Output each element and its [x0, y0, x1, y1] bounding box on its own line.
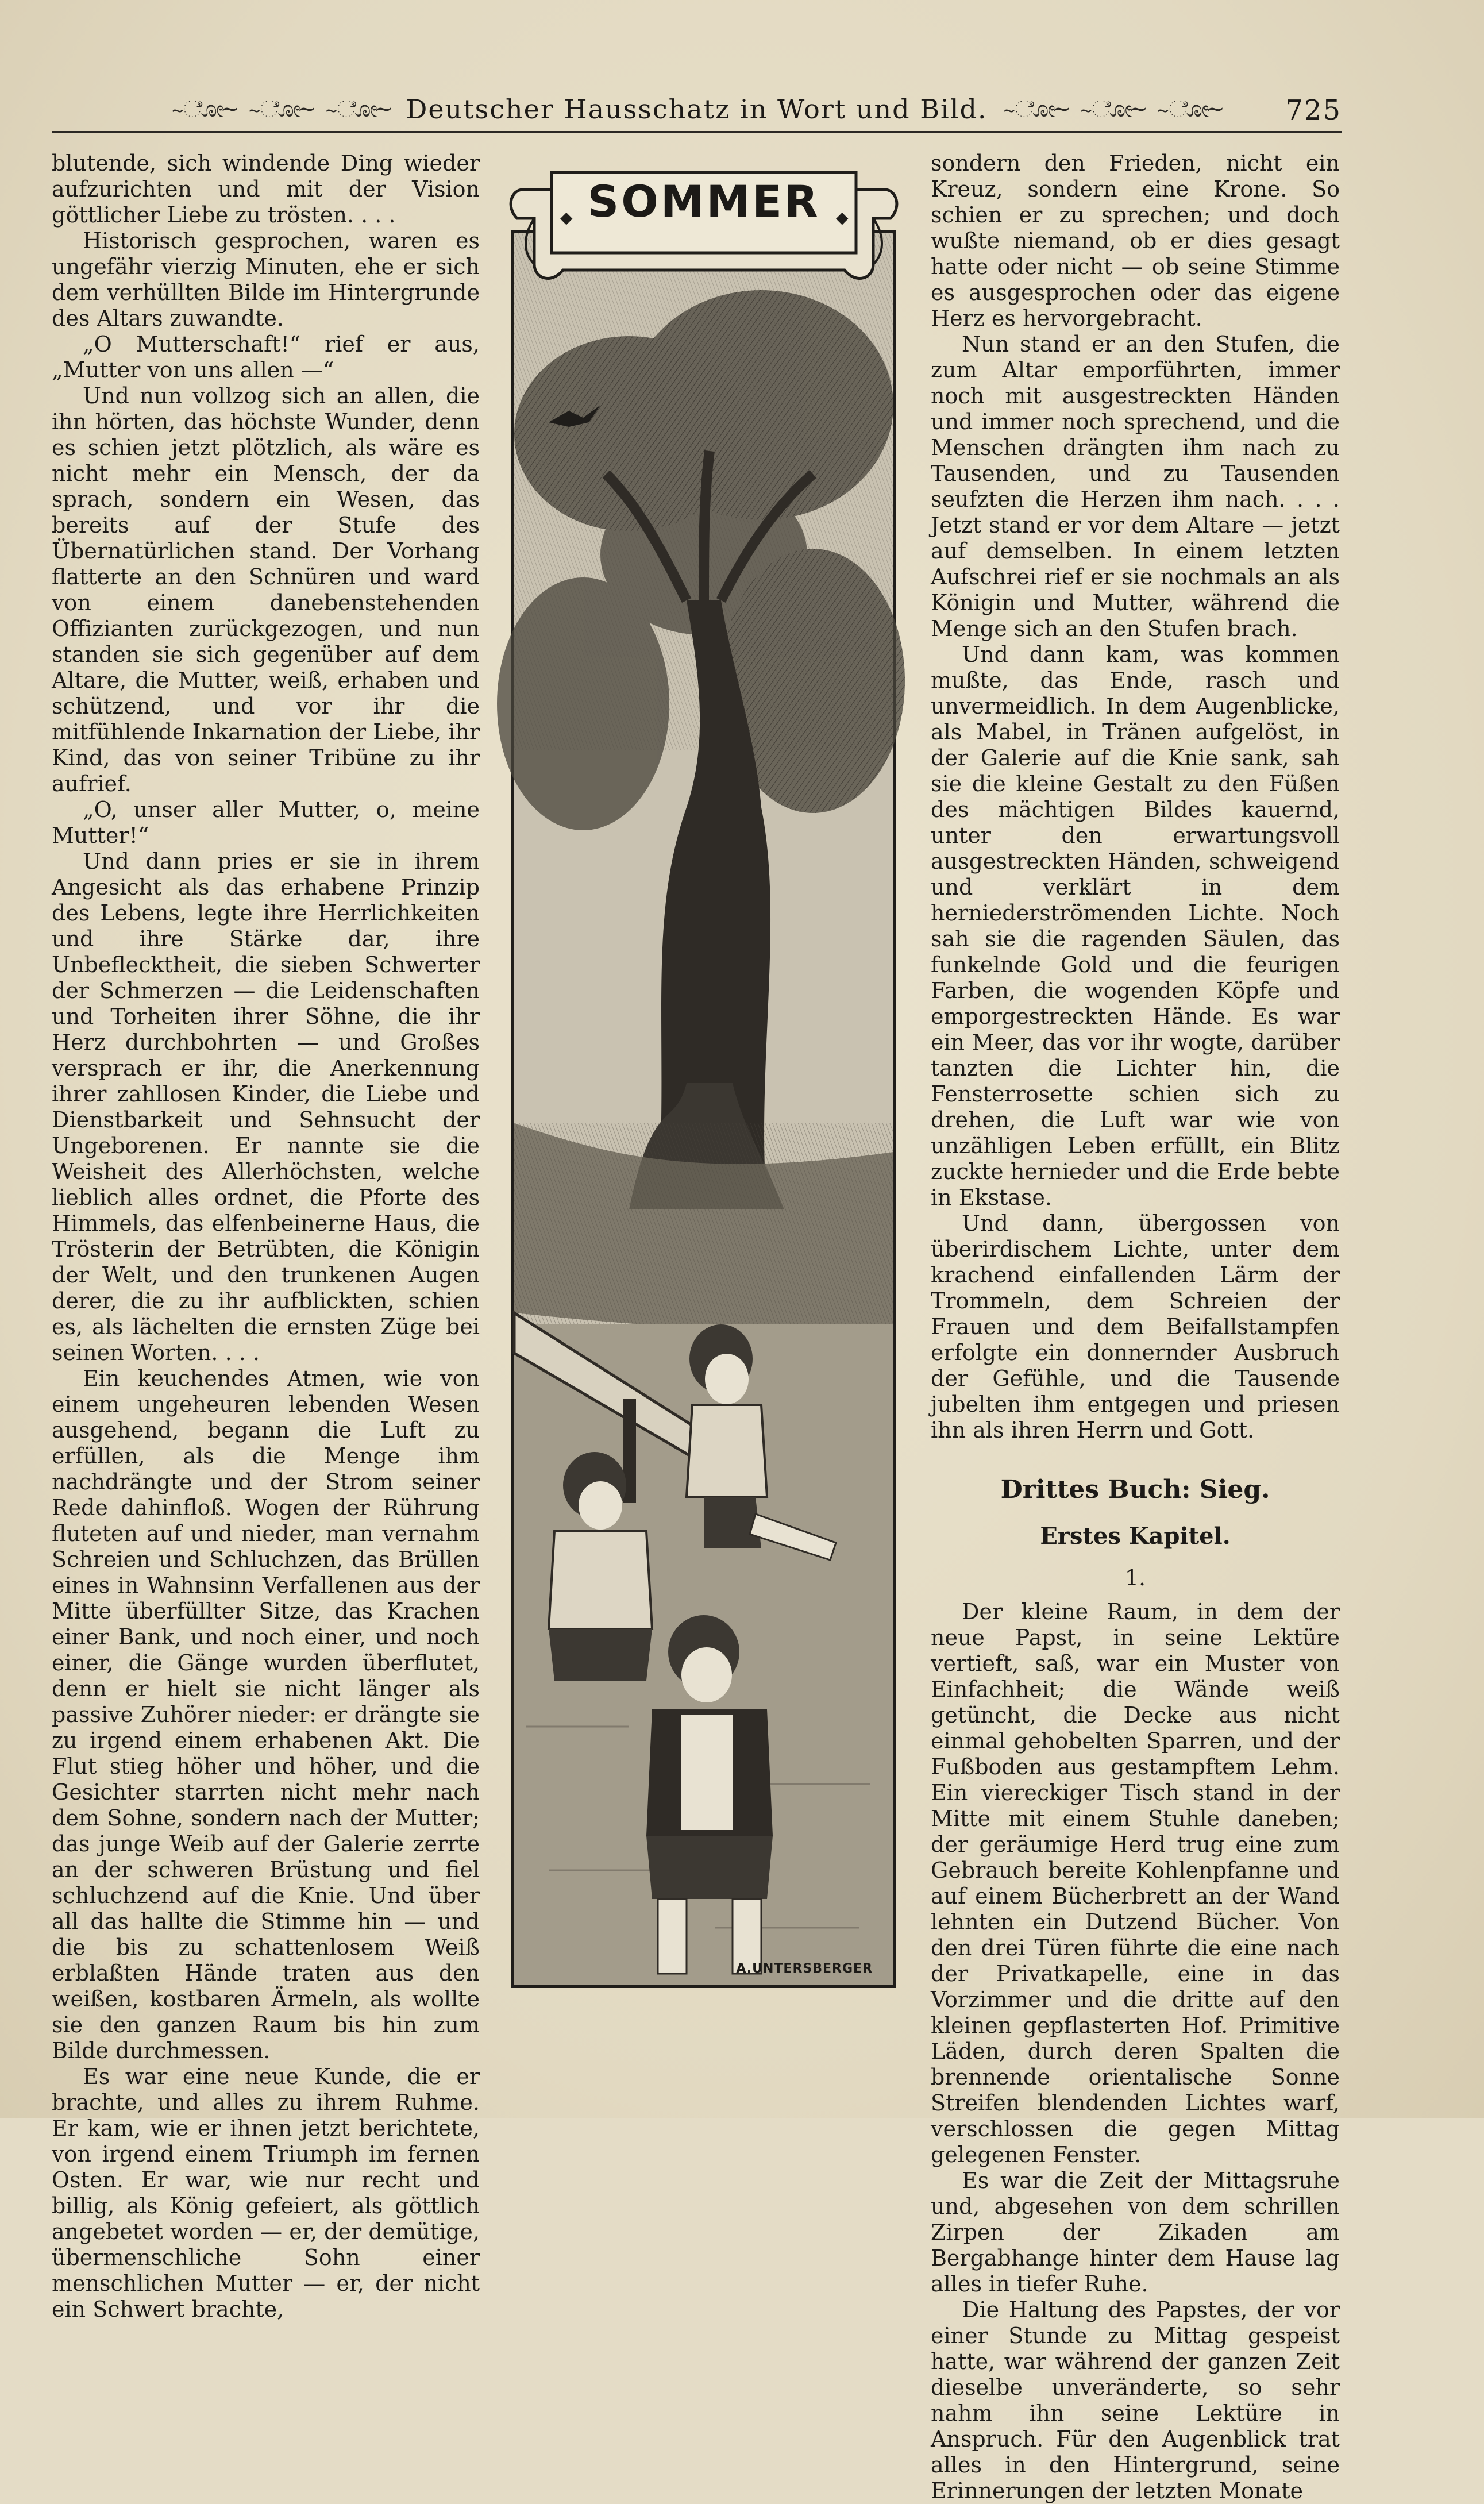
paragraph: Und nun vollzog sich an allen, die ihn hörten, das höchste Wunder, denn es schien jetzt plötzlich, als wäre es nicht mehr ein Mensch, der da sprach, sondern ein Wesen, das bereits auf der Stufe des Übernatürlichen stand. Der Vorhang flatterte an den Schnüren und ward von einem danebenstehenden Offizianten zurückgezogen, und nun standen sie sich gegenüber auf dem Altare, die Mutter, weiß, erhaben und schützend, und vor ihr die mitfühlende Inkarnation der Liebe, ihr Kind, das von seiner Tribüne zu ihr aufrief. [52, 383, 480, 796]
chapter-heading: Erstes Kapitel. [1040, 1523, 1231, 1550]
paragraph: Und dann kam, was kommen mußte, das Ende, rasch und unvermeidlich. In dem Augenblicke, als Mabel, in Tränen aufgelöst, in der Galerie auf die Knie sank, sah sie die kleine Gestalt zu den Füßen des mächtigen Bildes kauernd, unter den erwartungsvoll ausgestreckten Händen, schweigend und verklärt in dem herniederströmenden Lichte. Noch sah sie die ragenden Säulen, das funkelnde Gold und die feurigen Farben, die wogenden Köpfe und emporgestreckten Hände. Es war ein Meer, das vor ihr wogte, darüber tanzten die Lichter hin, die Fensterrosette schien sich zu drehen, die Luft war wie von unzähligen Leben erfüllt, ein Blitz zuckte hernieder und die Erde bebte in Ekstase. [931, 642, 1340, 1210]
banner-title: SOMMER [587, 176, 820, 227]
paragraph: blutende, sich windende Ding wieder aufzurichten und mit der Vision göttlicher Liebe zu trösten. . . . [52, 151, 480, 228]
artist-signature: A.UNTERSBERGER [736, 1962, 873, 1976]
page-number: 725 [1285, 94, 1342, 126]
header-ornaments-right: ~ೋ~ ~ೋ~ ~ೋ~ [1003, 96, 1221, 122]
paragraph: Und dann pries er sie in ihrem Angesicht als das erhabene Prinzip des Lebens, legte ihre Herrlichkeiten und ihre Stärke dar, ihre Unbeflecktheit, die sieben Schwerter der Schmerzen — die Leidenschaften und Torheiten ihrer Söhne, die ihr Herz durchbohrten — und Großes versprach er ihr, die Anerkennung ihrer zahllosen Kinder, die Liebe und Dienstbarkeit und Sehnsucht der Ungeborenen. Er nannte sie die Weisheit des Allerhöchsten, welche lieblich alles ordnet, die Pforte des Himmels, das elfenbeinerne Haus, die Trösterin der Betrübten, die Königin der Welt, und den trunkenen Augen derer, die zu ihr aufblickten, schien es, als lächelten die ernsten Züge bei seinen Worten. . . . [52, 849, 480, 1365]
header-rule [52, 131, 1342, 133]
svg-text:◆: ◆ [560, 208, 573, 227]
illustration-drawing [514, 233, 893, 1985]
paragraph: „O Mutterschaft!“ rief er aus, „Mutter von uns allen —“ [52, 332, 480, 383]
svg-text:◆: ◆ [836, 208, 849, 227]
paragraph: Es war eine neue Kunde, die er brachte, und alles zu ihrem Ruhme. Er kam, wie er ihnen jetzt berichtete, von irgend einem Triumph im fernen Osten. Er war, wie nur recht und billig, als König gefeiert, als göttlich angebetet worden — er, der demütige, übermenschliche Sohn einer menschlichen Mutter — er, der nicht ein Schwert brachte, [52, 2064, 480, 2322]
header-title: Deutscher Hausschatz in Wort und Bild. [406, 94, 988, 125]
paragraph: Ein keuchendes Atmen, wie von einem ungeheuren lebenden Wesen ausgehend, begann die Luft zu erfüllen, als die Menge ihm nachdrängte und der Strom seiner Rede dahinfloß. Wogen der Rührung fluteten auf und nieder, man vernahm Schreien und Schluchzen, das Brüllen eines in Wahnsinn Verfallenen aus der Mitte überfüllter Sitze, das Krachen einer Bank, und noch einer, und noch einer, die Gänge wurden überflutet, denn er hielt sie nicht länger als passive Zuhörer nieder: er drängte sie zu irgend einem erhabenen Akt. Die Flut stieg höher und höher, und die Gesichter starrten nicht mehr nach dem Sohne, sondern nach der Mutter; das junge Weib auf der Galerie zerrte an der schweren Brüstung und fiel schluchzend auf die Knie. Und über all das hallte die Stimme hin — und die bis zu schattenlosem Weiß erblaßten Hände traten aus den weißen, kostbaren Ärmeln, als wollte sie den ganzen Raum bis hin zum Bilde durchmessen. [52, 1366, 480, 2063]
paragraph: „O, unser aller Mutter, o, meine Mutter!“ [52, 797, 480, 848]
paragraph: Es war die Zeit der Mittagsruhe und, abgesehen von dem schrillen Zirpen der Zikaden am Bergabhange hinter dem Hause lag alles in tiefer Ruhe. [931, 2168, 1340, 2297]
section-number: 1. [1124, 1565, 1146, 1590]
book-heading: Drittes Buch: Sieg. [1000, 1475, 1270, 1504]
left-column [52, 151, 480, 2322]
illustration-sommer [500, 155, 908, 1988]
paragraph: Historisch gesprochen, waren es ungefähr vierzig Minuten, ehe er sich dem verhüllten Bilde im Hintergrunde des Altars zuwandte. [52, 228, 480, 331]
header-ornaments-left: ~ೋ~ ~ೋ~ ~ೋ~ [172, 96, 390, 122]
paragraph: Nun stand er an den Stufen, die zum Altar emporführten, immer noch mit ausgestreckten Händen und immer noch sprechend, und die Menschen drängten ihm nach zu Tausenden, und zu Tausenden seufzten die Herzen ihm nach. . . . Jetzt stand er vor dem Altare — jetzt auf demselben. In einem letzten Aufschrei rief er sie nochmals an als Königin und Mutter, während die Menge sich an den Stufen brach. [931, 332, 1340, 641]
paragraph: Und dann, übergossen von überirdischem Lichte, unter dem krachend einfallenden Lärm der Trommeln, dem Schreien der Frauen und dem Beifallstampfen erfolgte ein donnernder Ausbruch der Gefühle, und die Tausende jubelten ihm entgegen und priesen ihn als ihren Herrn und Gott. [931, 1211, 1340, 1443]
running-header [52, 86, 1342, 132]
paragraph: Der kleine Raum, in dem der neue Papst, in seine Lektüre vertieft, saß, war ein Muster von Einfachheit; die Wände weiß getüncht, die Decke aus nicht einmal gehobelten Sparren, und der Fußboden aus gestampftem Lehm. Ein viereckiger Tisch stand in der Mitte mit einem Stuhle daneben; der geräumige Herd trug eine zum Gebrauch bereite Kohlenpfanne und auf einem Bücherbrett an der Wand lehnten ein Dutzend Bücher. Von den drei Türen führte die eine nach der Privatkapelle, eine in das Vorzimmer und die dritte auf den kleinen gepflasterten Hof. Primitive Läden, durch deren Spalten die brennende orientalische Sonne Streifen blendenden Lichtes warf, verschlossen die gegen Mittag gelegenen Fenster. [931, 1599, 1340, 2167]
right-column [931, 151, 1340, 2503]
paragraph: Die Haltung des Papstes, der vor einer Stunde zu Mittag gespeist hatte, war während der ganzen Zeit dieselbe unveränderte, so sehr nahm ihn seine Lektüre in Anspruch. Für den Augenblick trat alles in den Hintergrund, seine Erinnerungen der letzten Monate [931, 2297, 1340, 2503]
illustration-frame [511, 230, 896, 1988]
paragraph: sondern den Frieden, nicht ein Kreuz, sondern eine Krone. So schien er zu sprechen; und doch wußte niemand, ob er dies gesagt hatte oder nicht — ob seine Stimme es ausgesprochen oder das eigene Herz es hervorgebracht. [931, 151, 1340, 331]
